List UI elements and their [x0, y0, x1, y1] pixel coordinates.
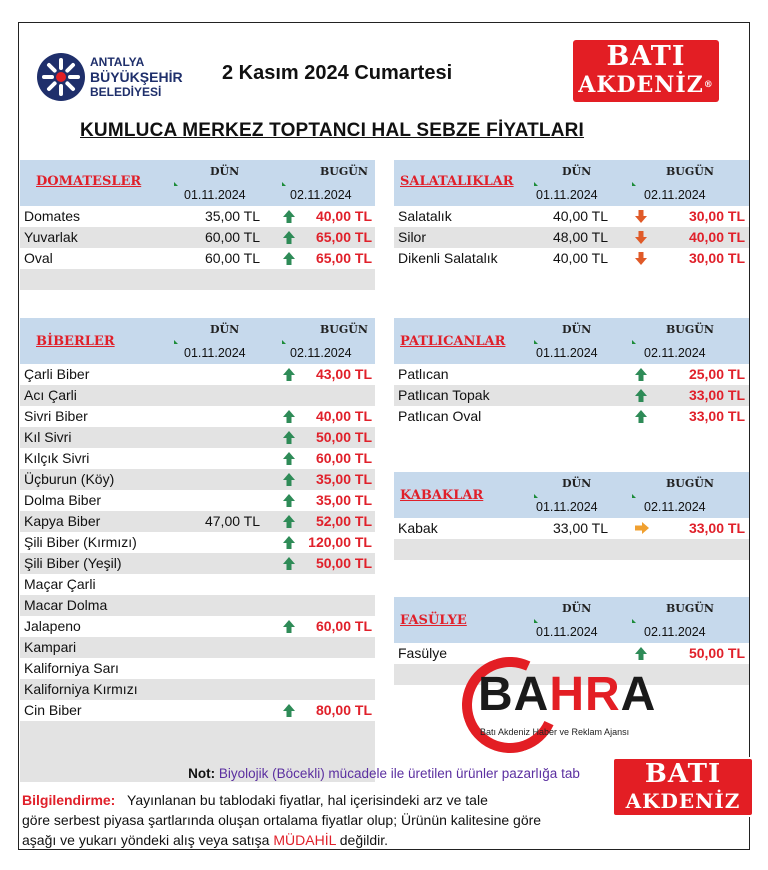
previous-price: 40,00 TL [552, 208, 608, 224]
section-header [20, 318, 375, 364]
section-domatesler [20, 160, 375, 290]
brand-bottom: AKDENİZ [578, 72, 704, 98]
section-title: SALATALIKLAR [400, 174, 514, 189]
cell-marker [632, 494, 636, 498]
previous-price: 35,00 TL [204, 208, 260, 224]
table-row [20, 658, 375, 679]
bati-akdeniz-logo [573, 40, 719, 102]
column-prev-date: 01.11.2024 [536, 188, 598, 202]
product-name: Maçar Çarli [24, 576, 96, 592]
current-price: 50,00 TL [688, 645, 745, 661]
cell-marker [632, 619, 636, 623]
column-curr-label: BUGÜN [320, 323, 368, 336]
column-prev-date: 01.11.2024 [536, 500, 598, 514]
current-price: 35,00 TL [315, 471, 372, 487]
table-row [394, 385, 749, 406]
column-prev-label: DÜN [562, 477, 592, 490]
column-curr-label: BUGÜN [666, 477, 714, 490]
bahra-a: A [620, 668, 657, 721]
info-text-3b: değildir. [339, 832, 389, 848]
product-name: Dikenli Salatalık [398, 250, 498, 266]
column-curr-date: 02.11.2024 [644, 188, 706, 202]
table-row [20, 469, 375, 490]
logo-line-1: ANTALYA [90, 55, 145, 69]
column-curr-label: BUGÜN [666, 165, 714, 178]
current-price: 40,00 TL [688, 229, 745, 245]
cell-marker [632, 182, 636, 186]
column-prev-label: DÜN [562, 602, 592, 615]
section-title: KABAKLAR [400, 488, 484, 503]
note-text: Biyolojik (Böcekli) mücadele ile üretilen ürünler pazarlığa tab [218, 766, 580, 781]
product-name: Jalapeno [24, 618, 81, 634]
antalya-logo [36, 52, 186, 104]
column-curr-label: BUGÜN [320, 165, 368, 178]
brand-reg: ® [703, 80, 714, 90]
product-name: Kapya Biber [24, 513, 101, 529]
brand-top: BATI [606, 41, 686, 72]
table-row [20, 248, 375, 269]
logo-line-2: BÜYÜKŞEHİR [90, 69, 183, 85]
previous-price: 33,00 TL [552, 520, 608, 536]
cell-marker [534, 619, 538, 623]
badge-top: BATI [644, 759, 722, 789]
cell-marker [174, 340, 178, 344]
table-row [394, 206, 749, 227]
product-name: Oval [24, 250, 53, 266]
current-price: 30,00 TL [688, 208, 745, 224]
column-curr-date: 02.11.2024 [644, 625, 706, 639]
current-price: 52,00 TL [315, 513, 372, 529]
previous-price: 47,00 TL [204, 513, 260, 529]
arrow-right-icon [634, 521, 648, 536]
current-price: 60,00 TL [315, 450, 372, 466]
current-price: 50,00 TL [315, 555, 372, 571]
product-name: Yuvarlak [24, 229, 78, 245]
bahra-subtitle: Batı Akdeniz Haber ve Reklam Ajansı [480, 727, 630, 737]
page-title: KUMLUCA MERKEZ TOPTANCI HAL SEBZE FİYATLARI [80, 120, 585, 141]
product-name: Üçburun (Köy) [24, 471, 115, 487]
info-label: Bilgilendirme: [22, 792, 116, 808]
product-name: Patlıcan Oval [398, 408, 482, 424]
table-row [20, 490, 375, 511]
current-price: 120,00 TL [308, 534, 372, 550]
info-text-2: göre serbest piyasa şartlarında oluşan ortalama fiyatlar olup; Ürünün kalitesine göre [22, 812, 542, 828]
table-row [20, 206, 375, 227]
column-prev-date: 01.11.2024 [536, 625, 598, 639]
section-title: BİBERLER [36, 334, 115, 349]
column-prev-label: DÜN [562, 165, 592, 178]
table-row [20, 700, 375, 721]
section-salataliklar [394, 160, 749, 269]
column-prev-label: DÜN [562, 323, 592, 336]
section-biberler [20, 318, 375, 782]
product-name: Şili Biber (Kırmızı) [24, 534, 137, 550]
section-header [394, 597, 749, 643]
table-row [20, 385, 375, 406]
table-row [20, 227, 375, 248]
table-row [20, 616, 375, 637]
product-name: Patlıcan [398, 366, 449, 382]
current-price: 80,00 TL [315, 702, 372, 718]
product-name: Acı Çarli [24, 387, 77, 403]
table-row [394, 227, 749, 248]
column-curr-label: BUGÜN [666, 323, 714, 336]
logo-line-3: BELEDİYESİ [90, 85, 162, 99]
bahra-logo [458, 655, 668, 755]
previous-price: 48,00 TL [552, 229, 608, 245]
table-row [394, 248, 749, 269]
product-name: Kılçık Sivri [24, 450, 90, 466]
cell-marker [174, 182, 178, 186]
info-mudahil: MÜDAHİL [273, 832, 336, 848]
table-row [20, 553, 375, 574]
product-name: Macar Dolma [24, 597, 108, 613]
table-row [394, 364, 749, 385]
arrow-up-icon [634, 409, 648, 424]
product-name: Sivri Biber [24, 408, 88, 424]
badge-bottom: AKDENİZ [625, 789, 741, 813]
section-kabaklar [394, 472, 749, 560]
table-row [20, 595, 375, 616]
current-price: 50,00 TL [315, 429, 372, 445]
column-curr-date: 02.11.2024 [644, 346, 706, 360]
table-row [20, 679, 375, 700]
column-curr-date: 02.11.2024 [644, 500, 706, 514]
column-prev-label: DÜN [210, 165, 240, 178]
previous-price: 60,00 TL [204, 229, 260, 245]
section-patlicanlar [394, 318, 749, 427]
municipality-star-icon [36, 52, 86, 102]
cell-marker [534, 340, 538, 344]
section-header [20, 160, 375, 206]
column-curr-label: BUGÜN [666, 602, 714, 615]
section-header [394, 318, 749, 364]
table-row [20, 427, 375, 448]
arrow-down-icon [634, 251, 648, 266]
empty-row [394, 539, 749, 560]
current-price: 43,00 TL [315, 366, 372, 382]
product-name: Çarli Biber [24, 366, 90, 382]
arrow-up-icon [634, 367, 648, 382]
info-text-3a: aşağı ve yukarı yöndeki alış veya satışa [22, 832, 270, 848]
arrow-up-icon [634, 388, 648, 403]
product-name: Silor [398, 229, 427, 245]
column-curr-date: 02.11.2024 [290, 346, 352, 360]
current-price: 33,00 TL [688, 520, 745, 536]
bahra-hr: HR [549, 668, 621, 721]
column-curr-date: 02.11.2024 [290, 188, 352, 202]
section-header [394, 472, 749, 518]
current-price: 30,00 TL [688, 250, 745, 266]
table-row [20, 511, 375, 532]
current-price: 33,00 TL [688, 408, 745, 424]
column-prev-label: DÜN [210, 323, 240, 336]
column-prev-date: 01.11.2024 [184, 346, 246, 360]
section-title: PATLICANLAR [400, 334, 506, 349]
current-price: 35,00 TL [315, 492, 372, 508]
empty-row [20, 721, 375, 742]
cell-marker [534, 494, 538, 498]
table-row [394, 406, 749, 427]
bati-akdeniz-badge [612, 757, 754, 817]
product-name: Kabak [398, 520, 438, 536]
product-name: Kampari [24, 639, 77, 655]
arrow-down-icon [634, 230, 648, 245]
product-name: Kaliforniya Sarı [24, 660, 119, 676]
empty-row [20, 269, 375, 290]
table-row [20, 532, 375, 553]
table-row [20, 406, 375, 427]
cell-marker [534, 182, 538, 186]
cell-marker [632, 340, 636, 344]
product-name: Patlıcan Topak [398, 387, 490, 403]
product-name: Kıl Sivri [24, 429, 72, 445]
product-name: Şili Biber (Yeşil) [24, 555, 122, 571]
previous-price: 40,00 TL [552, 250, 608, 266]
section-title: DOMATESLER [36, 174, 142, 189]
current-price: 65,00 TL [315, 250, 372, 266]
current-price: 40,00 TL [315, 208, 372, 224]
arrow-down-icon [634, 209, 648, 224]
table-row [20, 574, 375, 595]
date-title: 2 Kasım 2024 Cumartesi [222, 62, 453, 84]
current-price: 40,00 TL [315, 408, 372, 424]
product-name: Cin Biber [24, 702, 82, 718]
section-title: FASÜLYE [400, 613, 467, 628]
product-name: Domates [24, 208, 81, 224]
section-header [394, 160, 749, 206]
cell-marker [282, 340, 286, 344]
column-prev-date: 01.11.2024 [536, 346, 598, 360]
product-name: Fasülye [398, 645, 448, 661]
note-label: Not: [188, 766, 216, 781]
current-price: 60,00 TL [315, 618, 372, 634]
current-price: 33,00 TL [688, 387, 745, 403]
bahra-b: BA [478, 668, 550, 721]
product-name: Dolma Biber [24, 492, 102, 508]
table-row [20, 448, 375, 469]
cell-marker [282, 182, 286, 186]
table-row [394, 518, 749, 539]
current-price: 65,00 TL [315, 229, 372, 245]
previous-price: 60,00 TL [204, 250, 260, 266]
current-price: 25,00 TL [688, 366, 745, 382]
table-row [20, 637, 375, 658]
info-text-1: Yayınlanan bu tablodaki fiyatlar, hal içerisindeki arz ve tale [127, 792, 488, 808]
table-row [20, 364, 375, 385]
column-prev-date: 01.11.2024 [184, 188, 246, 202]
product-name: Kaliforniya Kırmızı [24, 681, 138, 697]
product-name: Salatalık [398, 208, 452, 224]
